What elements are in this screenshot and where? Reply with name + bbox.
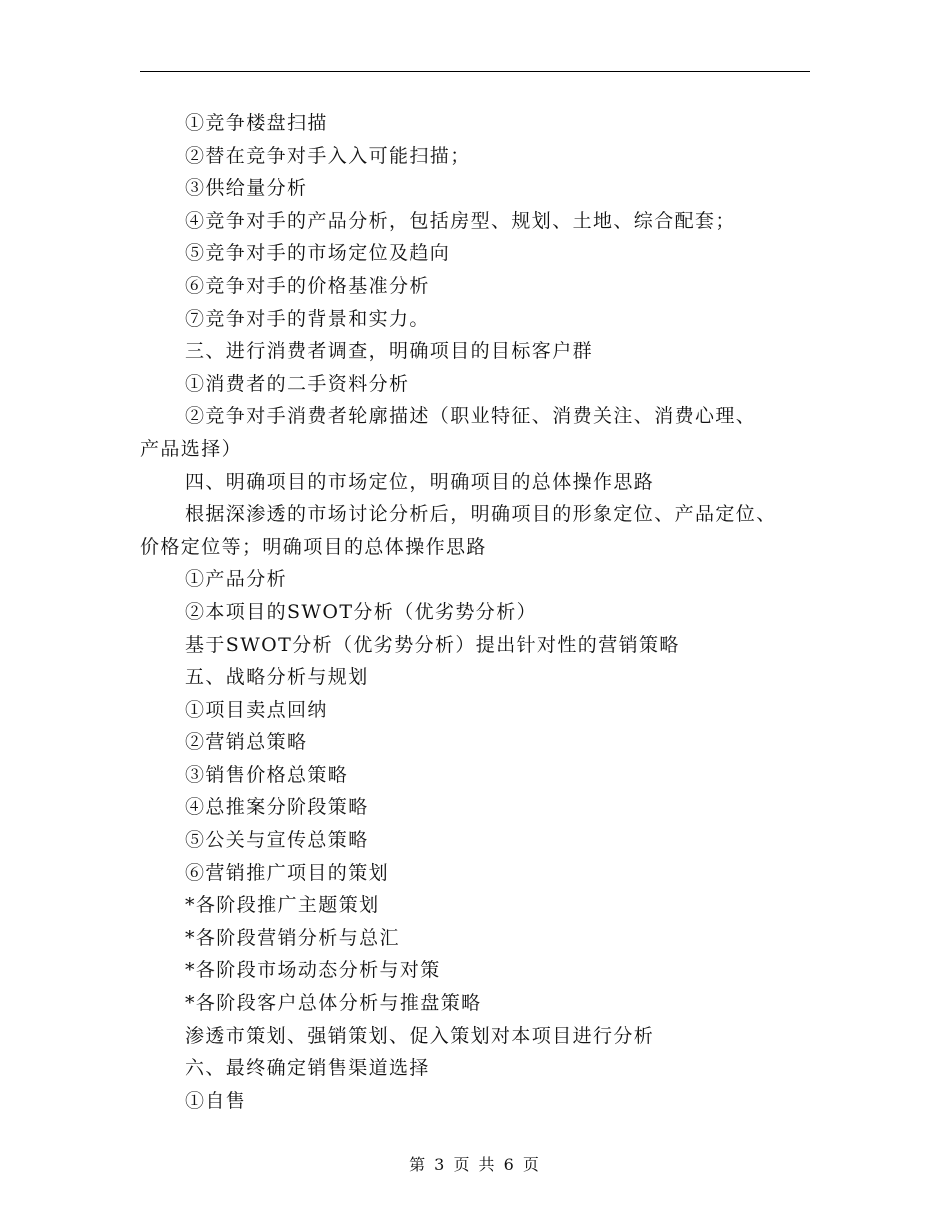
text-line: ②竞争对手消费者轮廓描述（职业特征、消费关注、消费心理、 [185,405,757,428]
page-number-label: 第 3 页 共 6 页 [409,1155,541,1174]
text-line: 根据深渗透的市场讨论分析后，明确项目的形象定位、产品定位、 [185,503,777,526]
header-rule [140,71,810,72]
text-line: ③供给量分析 [185,177,308,200]
text-line: ⑥营销推广项目的策划 [185,861,390,884]
document-body [140,107,810,1117]
text-line: ①产品分析 [185,568,288,591]
text-line: ④总推案分阶段策略 [185,796,369,819]
text-line: 基于SWOT分析（优劣势分析）提出针对性的营销策略 [185,633,680,656]
text-line: ②替在竞争对手入入可能扫描； [185,144,471,167]
text-line: ①自售 [185,1089,247,1112]
text-line: ①项目卖点回纳 [185,698,328,721]
text-line: ①竞争楼盘扫描 [185,112,328,134]
text-line: ④竞争对手的产品分析，包括房型、规划、土地、综合配套； [185,209,736,232]
text-line: 产品选择） [140,437,243,460]
text-line: ⑦竞争对手的背景和实力。 [185,307,430,330]
text-line: ⑤竞争对手的市场定位及趋向 [185,242,451,265]
text-line: *各阶段营销分析与总汇 [185,926,400,949]
text-line: ⑥竞争对手的价格基准分析 [185,274,430,297]
page-footer [0,1152,950,1175]
text-line: ②营销总策略 [185,731,308,754]
text-line: *各阶段推广主题策划 [185,894,380,917]
text-line: ⑤公关与宣传总策略 [185,829,369,852]
text-line: 五、战略分析与规划 [185,666,369,689]
text-line: *各阶段市场动态分析与对策 [185,959,441,982]
text-line: 渗透市策划、强销策划、促入策划对本项目进行分析 [185,1024,655,1047]
text-line: 三、进行消费者调查，明确项目的目标客户群 [185,340,594,363]
text-line: 四、明确项目的市场定位，明确项目的总体操作思路 [185,470,655,493]
text-line: ②本项目的SWOT分析（优劣势分析） [185,600,537,623]
text-line: 六、最终确定销售渠道选择 [185,1057,430,1080]
text-line: 价格定位等；明确项目的总体操作思路 [140,535,487,558]
text-line: *各阶段客户总体分析与推盘策略 [185,992,482,1015]
text-line: ③销售价格总策略 [185,763,349,786]
text-line: ①消费者的二手资料分析 [185,372,410,395]
